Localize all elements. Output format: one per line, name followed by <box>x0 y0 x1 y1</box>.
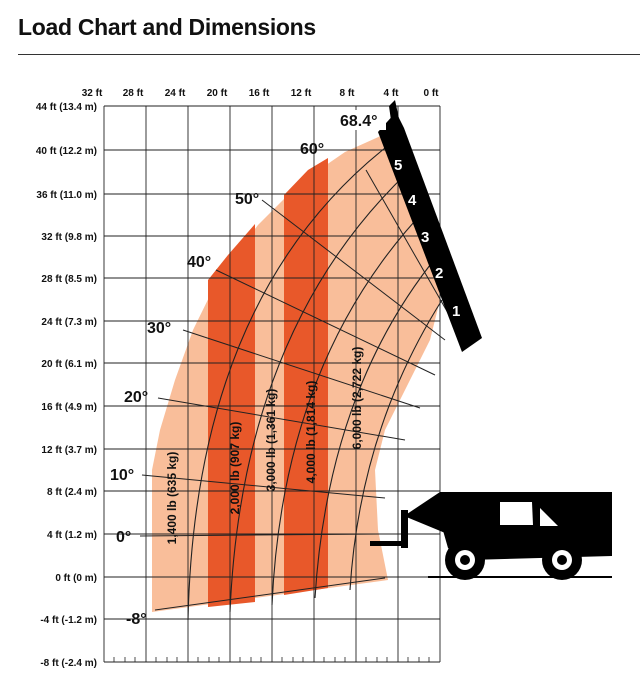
y-tick: 0 ft (0 m) <box>55 573 97 584</box>
boom-section-number: 3 <box>421 229 430 246</box>
y-tick: 40 ft (12.2 m) <box>35 146 97 157</box>
telehandler-icon <box>370 492 612 580</box>
y-tick: 4 ft (1.2 m) <box>46 530 97 541</box>
load-band-4000lb <box>284 158 328 595</box>
y-axis-labels <box>36 102 97 669</box>
load-zone-label: 3,000 lb (1,361 kg) <box>264 388 278 492</box>
x-tick: 4 ft <box>383 88 399 99</box>
y-tick: 16 ft (4.9 m) <box>41 402 97 413</box>
y-tick: 36 ft (11.0 m) <box>36 190 97 201</box>
angle-label: 20° <box>124 389 149 406</box>
angle-label: 60° <box>300 141 325 158</box>
x-tick: 20 ft <box>206 88 228 99</box>
x-tick: 8 ft <box>339 88 355 99</box>
angle-label: 40° <box>187 254 212 271</box>
load-zone-label: 1,400 lb (635 kg) <box>165 451 179 545</box>
y-tick: 20 ft (6.1 m) <box>41 359 97 370</box>
x-tick: 16 ft <box>248 88 270 99</box>
y-tick: 24 ft (7.3 m) <box>41 317 97 328</box>
angle-label: 50° <box>235 191 260 208</box>
boom-section-number: 1 <box>452 303 461 320</box>
boom-section-number: 2 <box>435 265 444 282</box>
y-tick: 32 ft (9.8 m) <box>41 232 97 243</box>
angle-label-max: 68.4° <box>340 113 378 130</box>
load-zone-label: 2,000 lb (907 kg) <box>228 421 242 515</box>
x-tick: 24 ft <box>164 88 186 99</box>
y-tick: 8 ft (2.4 m) <box>46 487 97 498</box>
angle-label: 30° <box>147 320 172 337</box>
x-tick: 0 ft <box>423 88 439 99</box>
page-title: Load Chart and Dimensions <box>18 14 316 40</box>
boom-section-number: 4 <box>408 192 417 209</box>
y-tick: -4 ft (-1.2 m) <box>40 615 97 626</box>
y-tick: 12 ft (3.7 m) <box>41 445 97 456</box>
load-zone-label: 6,000 lb (2,722 kg) <box>350 346 364 450</box>
angle-label: -8° <box>126 611 147 628</box>
y-tick: -8 ft (-2.4 m) <box>40 658 97 669</box>
load-zone-label: 4,000 lb (1,814 kg) <box>304 380 318 484</box>
y-tick: 44 ft (13.4 m) <box>35 102 97 113</box>
x-axis-labels <box>82 88 439 99</box>
x-tick: 32 ft <box>81 88 103 99</box>
boom-section-number: 5 <box>394 157 403 174</box>
bottom-minor-ticks <box>114 657 429 662</box>
angle-label: 10° <box>110 467 135 484</box>
angle-label: 0° <box>116 529 132 546</box>
y-tick: 28 ft (8.5 m) <box>41 274 97 285</box>
x-tick: 28 ft <box>122 88 144 99</box>
x-tick: 12 ft <box>290 88 312 99</box>
